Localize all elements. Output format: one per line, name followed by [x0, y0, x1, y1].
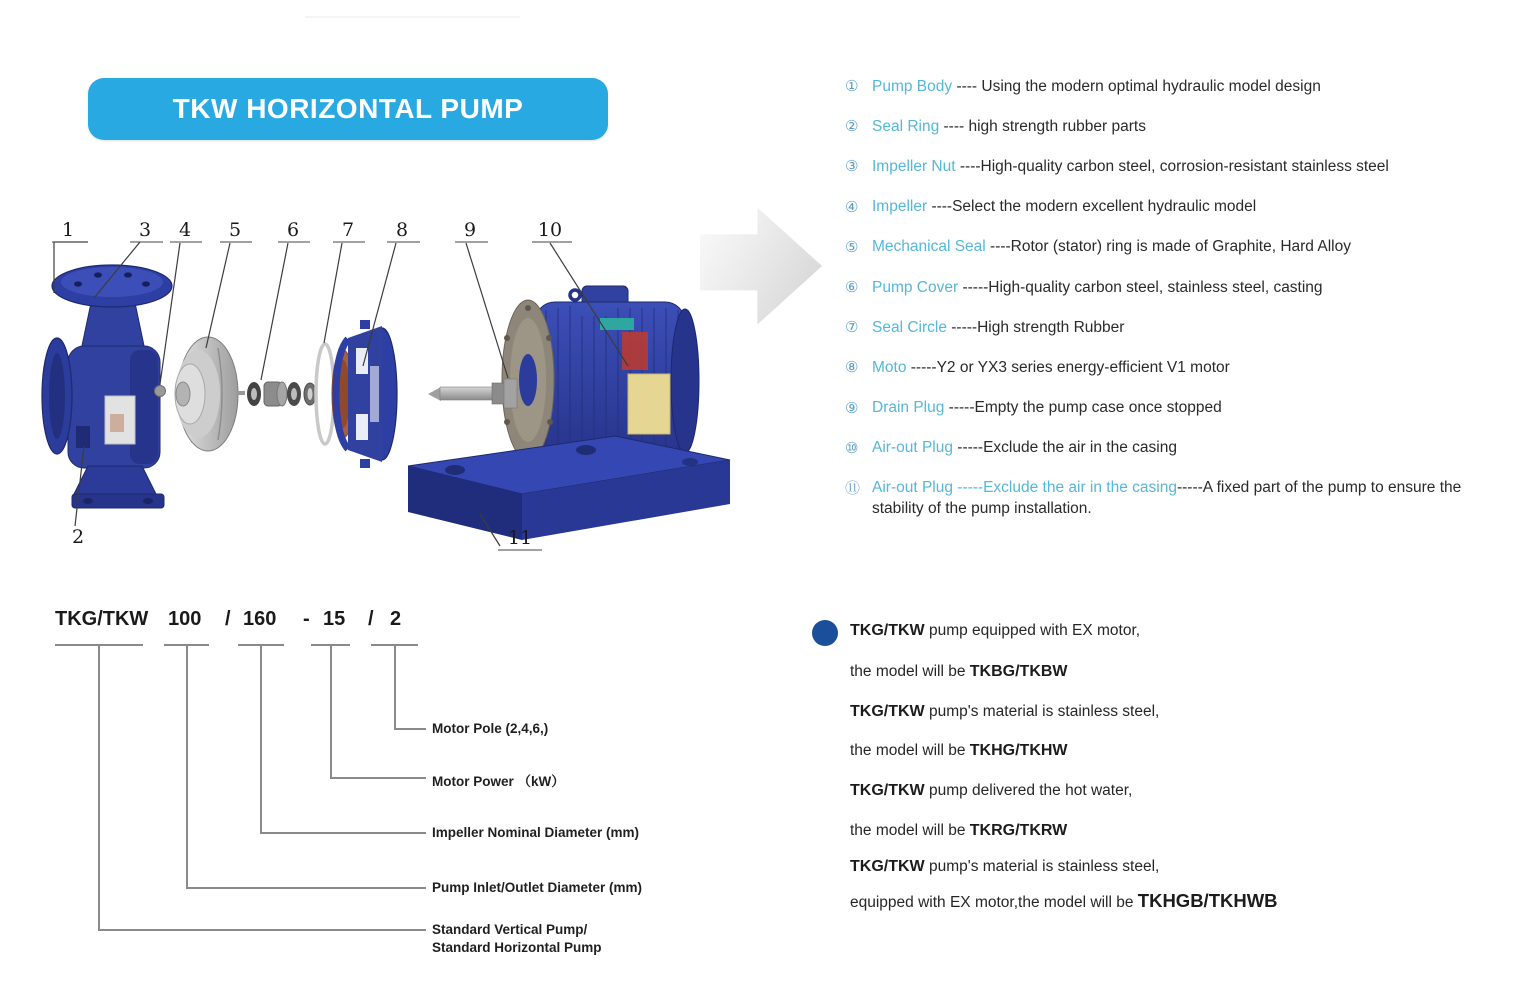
list-item — [845, 267, 1493, 307]
model-code-impeller: 160 — [243, 608, 277, 630]
teal-sticker — [600, 318, 634, 330]
exploded-pump-diagram — [30, 198, 790, 558]
tree-line — [186, 645, 188, 888]
tree-line — [98, 929, 426, 931]
callout-1: 1 — [61, 219, 75, 241]
tree-line — [394, 728, 426, 730]
variant-line: TKG/TKW pump's material is stainless steel, — [850, 703, 1160, 720]
item-number: ⑤ — [845, 238, 859, 256]
label-motor-power: Motor Power （kW） — [432, 774, 565, 789]
variant-line: the model will be TKBG/TKBW — [850, 663, 1068, 680]
title-banner — [88, 78, 608, 140]
model-code-slash-2: / — [368, 608, 374, 630]
callout-2: 2 — [71, 526, 85, 548]
label-motor-pole: Motor Pole (2,4,6,) — [432, 721, 549, 736]
model-code-inlet: 100 — [168, 608, 202, 630]
model-code-dash: - — [303, 608, 310, 630]
tree-line — [260, 645, 262, 833]
impeller — [155, 337, 239, 451]
shaft — [428, 379, 517, 408]
seal-circle — [316, 344, 334, 444]
part-name: Seal Circle — [872, 318, 947, 336]
drain-plug — [76, 426, 90, 448]
part-desc: ----High-quality carbon steel, corrosion-resistant stainless steel — [955, 157, 1389, 175]
list-item — [845, 428, 1493, 468]
part-name: Impeller — [872, 198, 928, 216]
label-inlet-outlet: Pump Inlet/Outlet Diameter (mm) — [432, 880, 643, 895]
callout-6: 6 — [286, 219, 300, 241]
callout-11: 11 — [507, 527, 533, 549]
item-number: ⑥ — [845, 279, 859, 297]
list-item — [845, 146, 1493, 186]
motor-nameplate — [628, 374, 670, 434]
tree-line — [330, 645, 332, 778]
callout-4: 4 — [178, 219, 192, 241]
callout-3: 3 — [138, 219, 152, 241]
page-title: TKW HORIZONTAL PUMP — [172, 93, 524, 124]
item-number: ① — [845, 78, 859, 96]
list-item — [845, 388, 1493, 428]
list-item — [845, 106, 1493, 146]
variant-line: equipped with EX motor,the model will be TKHGB/TKHWB — [850, 890, 1278, 911]
list-item — [845, 468, 1493, 519]
label-standard-pump-1: Standard Vertical Pump/ — [432, 922, 588, 937]
part-name: Air-out Plug — [872, 478, 953, 496]
mechanical-seal — [236, 382, 316, 406]
part-desc: -----Empty the pump case once stopped — [944, 399, 1222, 417]
callout-9: 9 — [463, 219, 477, 241]
item-number: ⑧ — [845, 359, 859, 377]
label-impeller-diameter: Impeller Nominal Diameter (mm) — [432, 825, 640, 840]
tree-line — [394, 645, 396, 729]
variant-line: the model will be TKHG/TKHW — [850, 742, 1068, 759]
item-number: ④ — [845, 198, 859, 216]
list-item — [845, 66, 1493, 106]
tree-line — [330, 777, 426, 779]
part-name: Moto — [872, 358, 907, 376]
part-desc: -----A fixed part of the pump to ensure the stability of the pump installation. — [872, 478, 1462, 517]
pump-cover — [332, 320, 397, 468]
part-desc: -----Y2 or YX3 series energy-efficient V1 motor — [906, 358, 1230, 376]
model-code-series: TKG/TKW — [55, 608, 149, 630]
part-name: Seal Ring — [872, 117, 940, 135]
model-code-pole: 2 — [390, 608, 402, 630]
item-number: ⑩ — [845, 439, 859, 457]
item-number: ③ — [845, 158, 859, 176]
tree-line — [98, 645, 100, 930]
pump-body — [42, 265, 172, 508]
part-name: Pump Body — [872, 77, 953, 95]
item-number: ⑦ — [845, 319, 859, 337]
part-desc: ---- Using the modern optimal hydraulic model design — [952, 77, 1321, 95]
tree-line — [186, 887, 426, 889]
part-desc: ----Rotor (stator) ring is made of Graphite, Hard Alloy — [985, 238, 1351, 256]
list-item — [845, 347, 1493, 387]
callout-10: 10 — [537, 219, 563, 241]
list-item — [845, 307, 1493, 347]
part-name: Air-out Plug — [872, 439, 953, 457]
item-number: ⑪ — [845, 479, 861, 497]
scan-artifact-line — [305, 16, 520, 18]
variant-line: the model will be TKRG/TKRW — [850, 822, 1068, 839]
callout-5: 5 — [228, 219, 242, 241]
part-desc-blue: -----Exclude the air in the casing — [952, 478, 1177, 496]
callout-7: 7 — [341, 219, 355, 241]
item-number: ② — [845, 118, 859, 136]
part-desc: -----High strength Rubber — [946, 318, 1125, 336]
item-number: ⑨ — [845, 399, 859, 417]
part-desc: -----Exclude the air in the casing — [952, 439, 1177, 457]
part-name: Drain Plug — [872, 399, 945, 417]
motor — [502, 286, 699, 460]
base-plate — [408, 436, 730, 540]
variant-line: TKG/TKW pump delivered the hot water, — [850, 782, 1133, 799]
part-name: Impeller Nut — [872, 157, 956, 175]
part-desc: ----Select the modern excellent hydraulic model — [927, 198, 1257, 216]
list-item — [845, 227, 1493, 267]
part-desc: -----High-quality carbon steel, stainless steel, casting — [958, 278, 1323, 296]
parts-list — [845, 66, 1493, 519]
impeller-nut — [155, 386, 166, 397]
model-code-power: 15 — [323, 608, 346, 630]
variant-line: TKG/TKW pump equipped with EX motor, — [850, 622, 1141, 639]
part-name: Mechanical Seal — [872, 238, 986, 256]
red-sticker — [622, 332, 648, 370]
motor-end-cap — [671, 309, 699, 453]
variant-line: TKG/TKW pump's material is stainless steel, — [850, 858, 1160, 875]
label-standard-pump-2: Standard Horizontal Pump — [432, 940, 602, 955]
part-desc: ---- high strength rubber parts — [939, 117, 1146, 135]
callout-8: 8 — [395, 219, 409, 241]
tree-line — [260, 832, 426, 834]
model-code-slash-1: / — [225, 608, 231, 630]
list-item — [845, 187, 1493, 227]
bullet-icon — [812, 620, 838, 646]
part-name: Pump Cover — [872, 278, 959, 296]
